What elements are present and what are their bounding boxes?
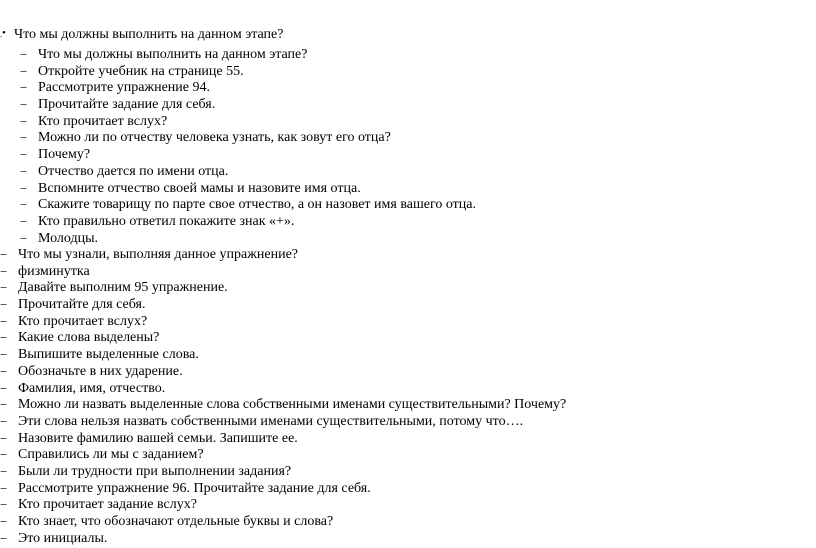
heading-text: Что мы должны выполнить на данном этапе? xyxy=(14,27,284,42)
list-item-text: Прочитайте задание для себя. xyxy=(38,97,216,113)
list-item-text: Отчество дается по имени отца. xyxy=(38,163,229,179)
dash-bullet-icon: − xyxy=(0,397,8,413)
dash-bullet-icon: − xyxy=(0,430,8,446)
dash-bullet-icon: − xyxy=(0,480,8,496)
nested-question-list xyxy=(20,47,476,247)
dash-bullet-icon: − xyxy=(20,130,28,146)
dash-bullet-icon: − xyxy=(0,263,8,279)
list-item xyxy=(20,197,476,214)
dash-bullet-icon: − xyxy=(0,380,8,396)
list-item xyxy=(20,231,476,248)
dash-bullet-icon: − xyxy=(0,497,8,513)
list-item-text: Кто прочитает вслух? xyxy=(38,113,168,129)
list-item-text: Рассмотрите упражнение 94. xyxy=(38,80,210,96)
dash-bullet-icon: − xyxy=(20,197,28,213)
dash-bullet-icon: − xyxy=(20,47,28,62)
dash-bullet-icon: − xyxy=(0,363,8,379)
question-list xyxy=(0,247,566,547)
dash-bullet-icon: − xyxy=(0,530,8,546)
list-item xyxy=(0,280,566,297)
list-item-text: Молодцы. xyxy=(38,230,99,246)
list-item-text: Можно ли назвать выделенные слова собственными именами существительными? Почему? xyxy=(18,397,567,413)
list-item-text: Обозначьте в них ударение. xyxy=(18,363,183,379)
list-item-text: Фамилия, имя, отчество. xyxy=(18,380,166,396)
list-item xyxy=(0,447,566,464)
dash-bullet-icon: − xyxy=(0,330,8,346)
list-item-text: Что мы должны выполнить на данном этапе? xyxy=(38,47,308,62)
list-item xyxy=(0,314,566,331)
list-item xyxy=(20,114,476,131)
dash-bullet-icon: − xyxy=(20,230,28,246)
dash-bullet-icon: − xyxy=(0,463,8,479)
list-item xyxy=(0,414,566,431)
list-item xyxy=(0,364,566,381)
list-item xyxy=(0,297,566,314)
list-item-text: Кто прочитает задание вслух? xyxy=(18,497,197,513)
list-item xyxy=(0,531,566,548)
list-item xyxy=(0,397,566,414)
list-item xyxy=(0,264,566,281)
list-item xyxy=(0,514,566,531)
list-item xyxy=(20,47,476,64)
dash-bullet-icon: − xyxy=(0,280,8,296)
list-item-text: Справились ли мы с заданием? xyxy=(18,447,204,463)
list-item-text: Назовите фамилию вашей семьи. Запишите ее. xyxy=(18,430,298,446)
list-item xyxy=(20,130,476,147)
list-item-text: Можно ли по отчеству человека узнать, как зовут его отца? xyxy=(38,130,391,146)
list-item xyxy=(20,80,476,97)
bullet-icon: .• xyxy=(0,27,6,39)
list-item xyxy=(20,214,476,231)
list-item xyxy=(0,347,566,364)
list-item xyxy=(0,247,566,264)
list-item-text: Какие слова выделены? xyxy=(18,330,160,346)
list-item-text: Откройте учебник на странице 55. xyxy=(38,63,244,79)
list-item xyxy=(0,330,566,347)
list-item-text: Что мы узнали, выполняя данное упражнение? xyxy=(18,247,299,262)
dash-bullet-icon: − xyxy=(0,313,8,329)
dash-bullet-icon: − xyxy=(0,297,8,313)
list-item-text: физминутка xyxy=(18,263,90,279)
list-item xyxy=(20,97,476,114)
list-item xyxy=(0,497,566,514)
dash-bullet-icon: − xyxy=(20,80,28,96)
dash-bullet-icon: − xyxy=(20,113,28,129)
dash-bullet-icon: − xyxy=(20,163,28,179)
list-item-text: Были ли трудности при выполнении задания? xyxy=(18,463,292,479)
dash-bullet-icon: − xyxy=(20,213,28,229)
list-item-text: Рассмотрите упражнение 96. Прочитайте задание для себя. xyxy=(18,480,371,496)
list-item-text: Эти слова нельзя назвать собственными именами существительными, потому что…. xyxy=(18,413,524,429)
list-item-text: Вспомните отчество своей мамы и назовите имя отца. xyxy=(38,180,361,196)
list-item xyxy=(20,64,476,81)
list-item-text: Прочитайте для себя. xyxy=(18,297,146,313)
dash-bullet-icon: − xyxy=(0,413,8,429)
list-item-text: Почему? xyxy=(38,147,91,163)
list-item-text: Давайте выполним 95 упражнение. xyxy=(18,280,228,296)
list-item xyxy=(20,164,476,181)
list-item xyxy=(0,464,566,481)
dash-bullet-icon: − xyxy=(20,147,28,163)
list-item-text: Скажите товарищу по парте свое отчество, а он назовет имя вашего отца. xyxy=(38,197,477,213)
list-item-text: Выпишите выделенные слова. xyxy=(18,347,199,363)
dash-bullet-icon: − xyxy=(0,514,8,529)
list-item xyxy=(0,381,566,398)
section-heading xyxy=(0,26,283,43)
dash-bullet-icon: − xyxy=(0,447,8,463)
list-item-text: Кто правильно ответил покажите знак «+». xyxy=(38,213,295,229)
list-item xyxy=(0,481,566,498)
list-item-text: Кто знает, что обозначают отдельные буквы и слова? xyxy=(18,514,334,529)
list-item xyxy=(20,181,476,198)
dash-bullet-icon: − xyxy=(20,180,28,196)
dash-bullet-icon: − xyxy=(20,63,28,79)
list-item-text: Это инициалы. xyxy=(18,530,108,546)
list-item xyxy=(20,147,476,164)
dash-bullet-icon: − xyxy=(20,97,28,113)
dash-bullet-icon: − xyxy=(0,347,8,363)
dash-bullet-icon: − xyxy=(0,247,8,262)
list-item-text: Кто прочитает вслух? xyxy=(18,313,148,329)
list-item xyxy=(0,431,566,448)
